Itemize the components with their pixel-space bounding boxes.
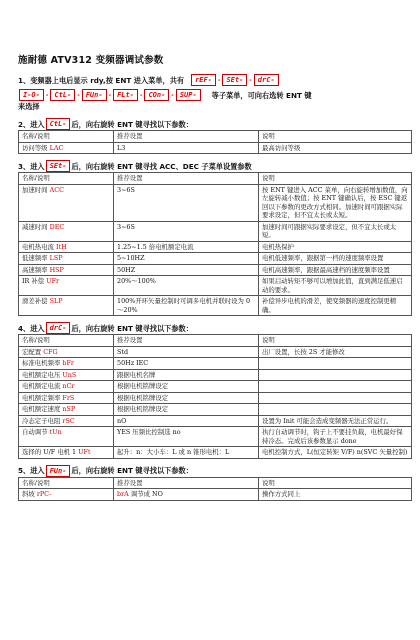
header-note: 说明 bbox=[259, 173, 412, 185]
param-name-cell: 加速时间 ACC bbox=[19, 184, 114, 221]
param-note-cell: 电机高速频率，跟据最高速档的速度频率设置 bbox=[259, 264, 412, 276]
table-header-row bbox=[19, 335, 412, 347]
param-value-cell: brA 调节成 NO bbox=[114, 489, 259, 501]
param-name-cell: IR 补偿 UFr bbox=[19, 276, 114, 296]
section-3-prefix: 3、进入 bbox=[18, 161, 45, 171]
param-value-cell: YES 压频比控制选 no bbox=[114, 427, 259, 447]
table-row bbox=[19, 427, 412, 447]
param-value-cell: 100%开环矢量控制时可调多电机并联时设为 0～20% bbox=[114, 296, 259, 316]
table-row bbox=[19, 381, 412, 393]
param-value-cell: 1.25~1.5 倍电机额定电流 bbox=[114, 241, 259, 253]
table-row bbox=[19, 404, 412, 416]
param-name-cell: 自动调节 tUn bbox=[19, 427, 114, 447]
param-name-cell: 低速频率 LSP bbox=[19, 253, 114, 265]
intro-text-2: 等子菜单，可向右选转 ENT 键 bbox=[211, 90, 312, 100]
section-4-table bbox=[18, 334, 412, 459]
menu-ctl-tag: CtL- bbox=[50, 89, 75, 101]
menu-con-tag: COn- bbox=[144, 89, 169, 101]
header-name: 名称/说明 bbox=[19, 173, 114, 185]
param-note-cell bbox=[259, 381, 412, 393]
section-3-heading bbox=[18, 160, 410, 172]
param-name-cell: 滑差补偿 SLP bbox=[19, 296, 114, 316]
table-row bbox=[19, 415, 412, 427]
table-header-row bbox=[19, 173, 412, 185]
section-3-suffix: 后，向右旋转 ENT 键寻找 ACC、DEC 子菜单设置参数 bbox=[71, 161, 252, 171]
header-note: 说明 bbox=[259, 131, 412, 143]
table-row bbox=[19, 392, 412, 404]
header-setting: 推荐设置 bbox=[114, 173, 259, 185]
header-note: 说明 bbox=[259, 335, 412, 347]
param-note-cell: 加速时间可跟据实际要求设定，但不宜太长或太短。 bbox=[259, 221, 412, 241]
param-note-cell: 按 ENT 键进入 ACC 菜单，向右旋转增加数值，向左旋转减小数值；按 ENT 键确认后，按 ESC 键返回以下参数的更改方式相同。加速时间可跟据实际要求设定，但不宜太长或太短。 bbox=[259, 184, 412, 221]
menu-fun-tag: FUn- bbox=[82, 89, 107, 101]
param-note-cell: 最高访问等级 bbox=[259, 142, 412, 154]
param-name-cell: 电机额定电压 UnS bbox=[19, 369, 114, 381]
table-header-row bbox=[19, 131, 412, 143]
param-name-cell: 选择的 U/F 电机 1 UFt bbox=[19, 447, 114, 459]
param-value-cell: 3~6S bbox=[114, 184, 259, 221]
param-name-cell: 电机额定电流 nCr bbox=[19, 381, 114, 393]
param-note-cell bbox=[259, 369, 412, 381]
param-note-cell: 电机控制方式，L(恒定转矩 V/F) n(SVC 矢量控制) bbox=[259, 447, 412, 459]
param-value-cell: L3 bbox=[114, 142, 259, 154]
header-setting: 推荐设置 bbox=[114, 131, 259, 143]
param-value-cell: 起升：n：大小车：L 或 n 锥形电机：L bbox=[114, 447, 259, 459]
section-2-table bbox=[18, 130, 412, 154]
table-row bbox=[19, 489, 412, 501]
param-value-cell: 50HZ bbox=[114, 264, 259, 276]
param-name-cell: 斜坡 rPC- bbox=[19, 489, 114, 501]
param-name-cell: 宏配置 CFG bbox=[19, 346, 114, 358]
menu-flt-tag: FLt- bbox=[113, 89, 138, 101]
param-note-cell bbox=[259, 404, 412, 416]
table-row bbox=[19, 447, 412, 459]
section-2-prefix: 2、进入 bbox=[18, 119, 45, 129]
menu-set-tag: SEt- bbox=[222, 74, 247, 86]
intro-text-3: 来选择 bbox=[18, 102, 40, 111]
param-name-cell: 电机额定速度 nSP bbox=[19, 404, 114, 416]
section-4-suffix: 后，向右旋转 ENT 键寻找以下参数： bbox=[71, 323, 193, 333]
table-row bbox=[19, 184, 412, 221]
section-2-menu-tag: CtL- bbox=[46, 118, 71, 130]
param-note-cell bbox=[259, 392, 412, 404]
param-value-cell: 根据电机铭牌设定 bbox=[114, 381, 259, 393]
menu-ref-tag: rEF- bbox=[191, 74, 216, 86]
section-4-menu-tag: drC- bbox=[46, 322, 71, 334]
section-3-menu-tag: SEt- bbox=[46, 160, 71, 172]
header-name: 名称/说明 bbox=[19, 335, 114, 347]
table-row bbox=[19, 358, 412, 370]
header-name: 名称/说明 bbox=[19, 131, 114, 143]
param-note-cell: 补偿异步电机的滑差，使变频器的速度控制更精确。 bbox=[259, 296, 412, 316]
param-name-cell: 电机热电流 ItH bbox=[19, 241, 114, 253]
section-4-heading bbox=[18, 322, 410, 334]
section-5-prefix: 5、进入 bbox=[18, 466, 45, 475]
section-4-prefix: 4、进入 bbox=[18, 323, 45, 333]
param-name-cell: 高速频率 HSP bbox=[19, 264, 114, 276]
table-row bbox=[19, 369, 412, 381]
param-note-cell: 如果启动转矩不够可以增加此值，直到满足低速启动的要求。 bbox=[259, 276, 412, 296]
section-5-table bbox=[18, 477, 412, 501]
table-row bbox=[19, 221, 412, 241]
param-name-cell: 冷态定子电阻 rSC bbox=[19, 415, 114, 427]
param-name-cell: 标准电机频率 bFr bbox=[19, 358, 114, 370]
param-note-cell: 出厂设置，长按 2S 才能修改 bbox=[259, 346, 412, 358]
param-value-cell: Std bbox=[114, 346, 259, 358]
param-name-cell: 访问等级 LAC bbox=[19, 142, 114, 154]
intro-line-3 bbox=[18, 101, 410, 112]
param-name-cell: 电机额定频率 FrS bbox=[19, 392, 114, 404]
param-note-cell: 执行自动调节时，钩子上不要挂负载，电机最好保持冷态。完成后该参数显示 done bbox=[259, 427, 412, 447]
table-row bbox=[19, 142, 412, 154]
param-value-cell: 跟据电机名牌 bbox=[114, 369, 259, 381]
header-setting: 推荐设置 bbox=[114, 335, 259, 347]
param-value-cell: 20%～100% bbox=[114, 276, 259, 296]
section-2-heading bbox=[18, 118, 410, 130]
menu-sup-tag: SUP- bbox=[176, 89, 201, 101]
section-5-suffix: 后，向右旋转 ENT 键寻找以下参数： bbox=[71, 466, 193, 475]
page-title: 施耐德 ATV312 变频器调试参数 bbox=[18, 55, 164, 66]
menu-io-tag: I-O- bbox=[19, 89, 44, 101]
param-value-cell: 根据电机铭牌设定 bbox=[114, 404, 259, 416]
table-row bbox=[19, 241, 412, 253]
section-5-heading bbox=[18, 465, 410, 477]
param-value-cell: 5~10HZ bbox=[114, 253, 259, 265]
intro-line-2: I-O- - CtL- - FUn- - FLt- - COn- - SUP- 等子菜单，可向右选转 ENT 键 bbox=[18, 89, 410, 101]
intro-line-1: 1、变频器上电后显示 rdy,按 ENT 进入菜单，共有 rEF- - SEt- - drC- bbox=[18, 74, 410, 86]
table-row bbox=[19, 276, 412, 296]
table-header-row bbox=[19, 477, 412, 489]
header-name: 名称/说明 bbox=[19, 477, 114, 489]
menu-drc-tag: drC- bbox=[254, 74, 279, 86]
param-note-cell: 设置为 Init 可能会造成变频器无法正常运行。 bbox=[259, 415, 412, 427]
section-5-menu-tag: FUn- bbox=[46, 465, 71, 477]
param-note-cell: 操作方式同上 bbox=[259, 489, 412, 501]
section-2-suffix: 后，向右旋转 ENT 键寻找以下参数： bbox=[71, 119, 193, 129]
param-value-cell: nO bbox=[114, 415, 259, 427]
param-name-cell: 减速时间 DEC bbox=[19, 221, 114, 241]
section-3-table bbox=[18, 172, 412, 316]
header-setting: 推荐设置 bbox=[114, 477, 259, 489]
table-row bbox=[19, 346, 412, 358]
table-row bbox=[19, 253, 412, 265]
table-row bbox=[19, 296, 412, 316]
param-note-cell bbox=[259, 358, 412, 370]
intro-text-1: 1、变频器上电后显示 rdy,按 ENT 进入菜单，共有 bbox=[18, 75, 185, 85]
table-row bbox=[19, 264, 412, 276]
param-note-cell: 电机低速频率，跟据第一档的速度频率设置 bbox=[259, 253, 412, 265]
param-value-cell: 3~6S bbox=[114, 221, 259, 241]
param-note-cell: 电机热保护 bbox=[259, 241, 412, 253]
header-note: 说明 bbox=[259, 477, 412, 489]
param-value-cell: 根据电机铭牌设定 bbox=[114, 392, 259, 404]
param-value-cell: 50Hz IEC bbox=[114, 358, 259, 370]
